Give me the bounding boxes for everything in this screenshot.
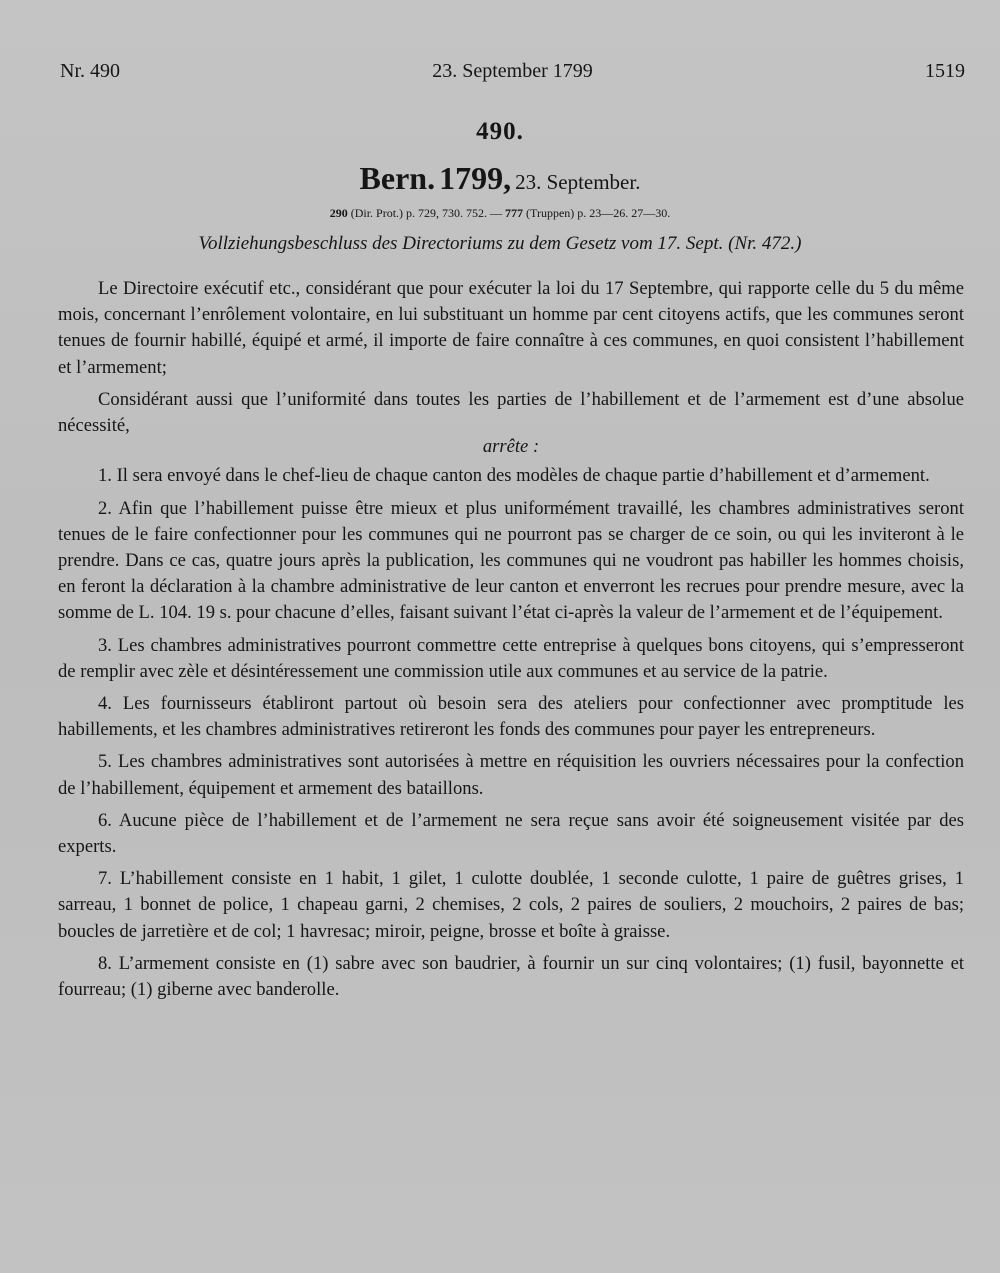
truppen-ref-number: 777 — [505, 206, 524, 220]
dir-ref-number: 290 — [329, 206, 348, 220]
preamble-paragraph: Le Directoire exécutif etc., considérant que pour exécuter la loi du 17 Septembre, qui rapporte celle du 5 du même mois, concernant l’enrôlement volontaire, en lui substituant un homme par cent citoyens actifs, que les communes seront tenues de fournir habillé, équipé et armé, il importe de faire connaître à ces communes, en quoi consistent l’habillement et l’armement; — [58, 278, 964, 378]
running-head — [60, 60, 965, 90]
article-6: 6. Aucune pièce de l’habillement et de l’armement ne sera reçue sans avoir été soigneusement visitée par des experts. — [58, 809, 964, 858]
source-references — [0, 206, 1000, 221]
article-2: 2. Afin que l’habillement puisse être mieux et plus uniformément travaillé, les chambres administratives seront tenues de le faire confectionner pour les communes qui ne pourront pas se charger de ce soin, ou qui les inviteront à le prendre. Dans ce cas, quatre jours après la publication, les communes qui ne voudront pas habiller les hommes choisis, en feront la déclaration à la chambre administrative de leur canton et enverront les recrues pour prendre mesure, avec la somme de L. 104. 19 s. pour chacune d’elles, faisant suivant l’état ci-après la valeur de l’armement et de l’équipement. — [58, 497, 964, 624]
page-number: 1519 — [925, 60, 965, 82]
article-5: 5. Les chambres administratives sont autorisées à mettre en réquisition les ouvriers nécessaires pour la confection de l’habillement, équipement et armement des bataillons. — [58, 751, 964, 799]
decision-word: arrête : — [482, 436, 540, 458]
running-date: 23. September 1799 — [432, 60, 593, 82]
article-1: 1. Il sera envoyé dans le chef-lieu de chaque canton des modèles de chaque partie d’habillement et d’armement. — [98, 465, 930, 487]
article-3: 3. Les chambres administratives pourront commettre cette entreprise à quelques bons citoyens, qui s’empresseront de remplir avec zèle et désintéressement une commission utile aux communes et au service de la patrie. — [58, 634, 964, 682]
document-number-label: Nr. 490 — [60, 60, 120, 82]
considerant-paragraph: Considérant aussi que l’uniformité dans toutes les parties de l’habillement et de l’armement est d’une absolue nécessité, — [58, 388, 964, 437]
place-name: Bern. — [359, 160, 436, 196]
truppen-ref-text: (Truppen) p. 23—26. 27—30. — [526, 206, 671, 220]
article-8: 8. L’armement consiste en (1) sabre avec son baudrier, à fournir un sur cinq volontaires; (1) fusil, bayonnette et fourreau; (1) giberne avec banderolle. — [58, 952, 964, 1001]
document-body — [58, 276, 964, 1009]
document-title: Vollziehungsbeschluss des Directoriums zu dem Gesetz vom 17. Sept. (Nr. 472.) — [198, 233, 802, 254]
document-number-heading: 490. — [476, 118, 524, 145]
dir-ref-text: (Dir. Prot.) p. 729, 730. 752. — — [350, 206, 503, 220]
article-4: 4. Les fournisseurs établiront partout où besoin sera des ateliers pour confectionner avec promptitude les habillements, et les chambres administratives retireront les fonds des communes pour payer les entrepreneurs. — [58, 693, 964, 741]
heading-year: 1799, — [439, 160, 512, 196]
heading-date: 23. September. — [515, 170, 641, 194]
article-7: 7. L’habillement consiste en 1 habit, 1 gilet, 1 culotte doublée, 1 seconde culotte, 1 paire de guêtres grises, 1 sarreau, 1 bonnet de police, 1 chapeau garni, 2 chemises, 2 cols, 2 paires de souliers, 2 mouchoirs, 2 paires de bas; boucles de jarretière et de col; 1 havresac; miroir, peigne, brosse et boîte à graisse. — [58, 868, 964, 942]
place-date-heading — [0, 160, 1000, 197]
